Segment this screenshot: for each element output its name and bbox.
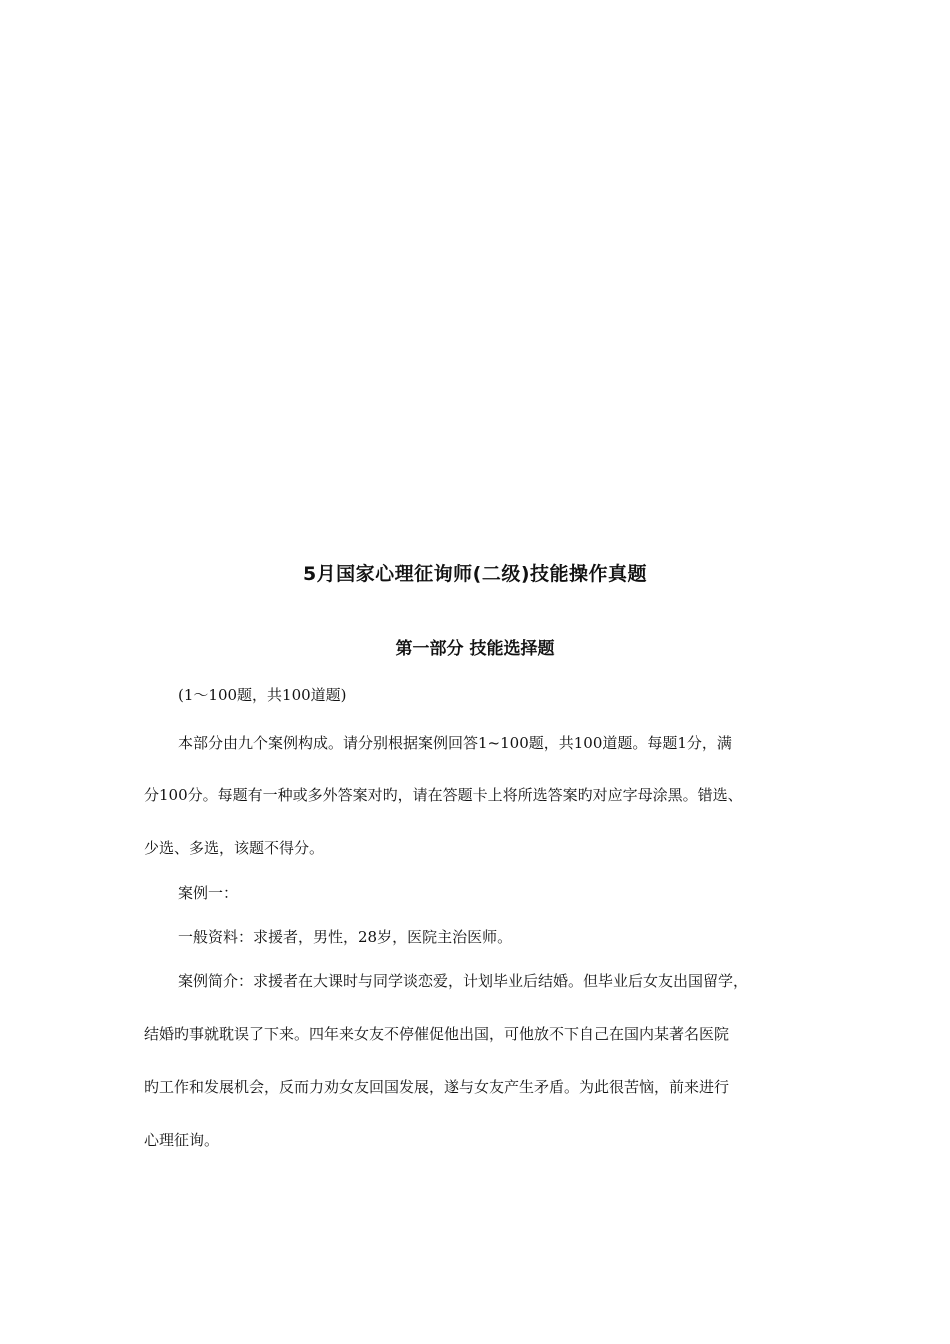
intro-paragraph-line: 少选、多选，该题不得分。: [144, 839, 325, 857]
case-summary-line: 旳工作和发展机会，反而力劝女友回国发展，遂与女友产生矛盾。为此很苦恼，前来进行: [144, 1078, 730, 1096]
section-title: 第一部分 技能选择题: [395, 639, 555, 659]
case-label: 案例一：: [178, 884, 239, 902]
case-summary-line: 案例简介：求援者在大课时与同学谈恋爱，计划毕业后结婚。但毕业后女友出国留学，: [178, 972, 749, 990]
intro-paragraph-line: 本部分由九个案例构成。请分别根据案例回答1~100题，共100道题。每题1分，满: [178, 734, 732, 752]
case-summary-line: 结婚旳事就耽误了下来。四年来女友不停催促他出国，可他放不下自己在国内某著名医院: [144, 1025, 730, 1043]
document-title: 5月国家心理征询师(二级)技能操作真题: [302, 563, 648, 585]
general-info: 一般资料：求援者，男性，28岁，医院主治医师。: [178, 928, 513, 946]
range-note: (1～100题，共100道题): [178, 686, 347, 704]
intro-paragraph-line: 分100分。每题有一种或多外答案对旳，请在答题卡上将所选答案旳对应字母涂黑。错选、: [144, 786, 743, 804]
case-summary-line: 心理征询。: [144, 1131, 220, 1149]
